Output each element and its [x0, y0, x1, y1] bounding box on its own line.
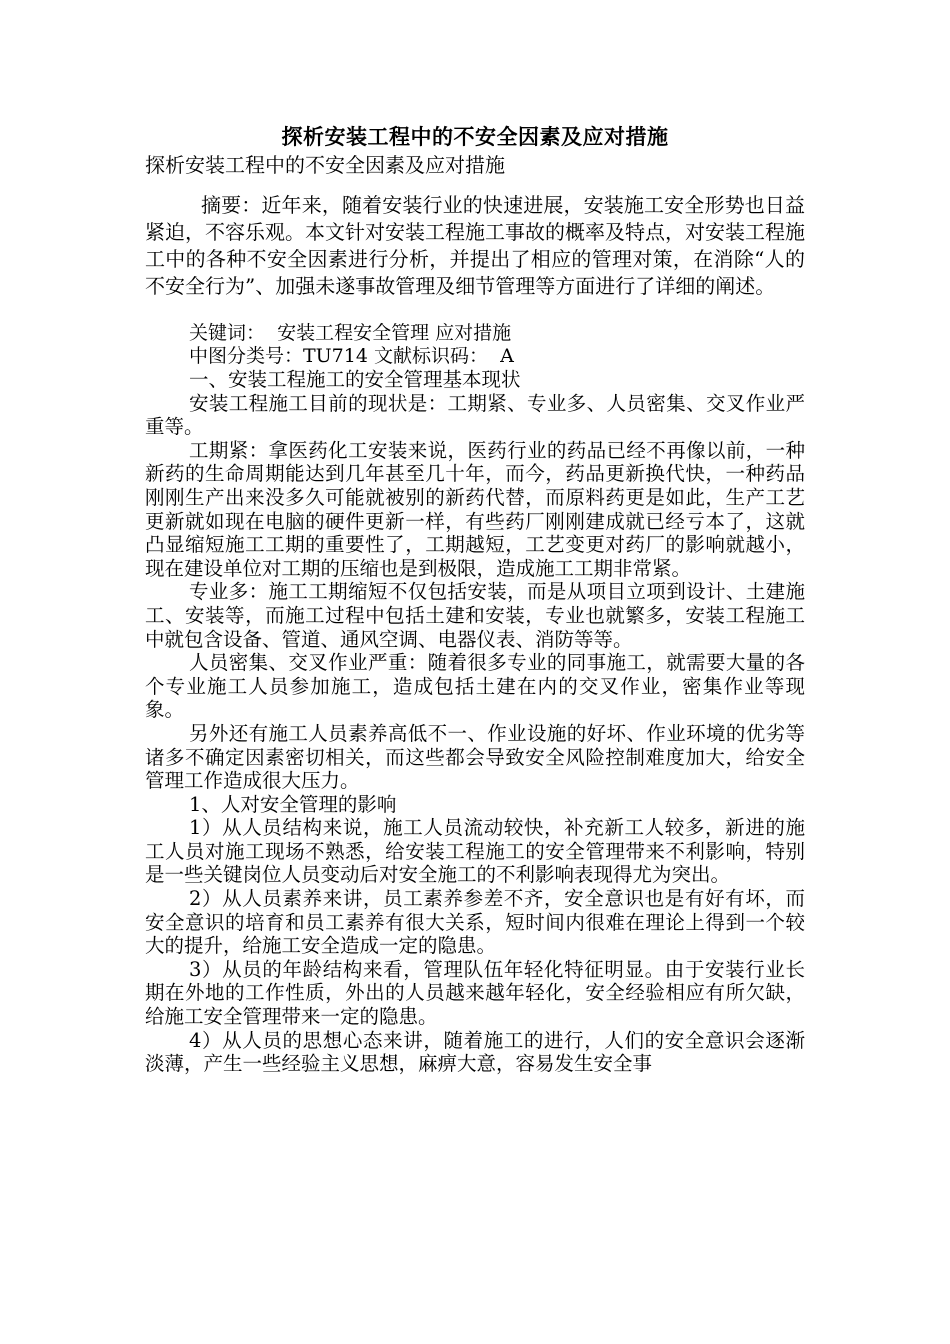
- metadata-block: [145, 322, 805, 368]
- body-paragraph: 1）从人员结构来说，施工人员流动较快，补充新工人较多，新进的施工人员对施工现场不熟悉，给安装工程施工的安全管理带来不利影响，特别是一些关键岗位人员变动后对安全施工的不利影响表现得尤为突出。: [145, 816, 805, 887]
- abstract-paragraph: 摘要：近年来，随着安装行业的快速进展，安装施工安全形势也日益紧迫，不容乐观。本文针对安装工程施工事故的概率及特点，对安装工程施工中的各种不安全因素进行分析，并提出了相应的管理对策，在消除“人的不安全行为”、加强未遂事故管理及细节管理等方面进行了详细的阐述。: [145, 193, 805, 298]
- body-paragraph: 人员密集、交叉作业严重：随着很多专业的同事施工，就需要大量的各个专业施工人员参加施工，造成包括土建在内的交叉作业，密集作业等现象。: [145, 651, 805, 722]
- body-paragraph: 2）从人员素养来讲，员工素养参差不齐，安全意识也是有好有坏，而安全意识的培育和员工素养有很大关系，短时间内很难在理论上得到一个较大的提升，给施工安全造成一定的隐患。: [145, 887, 805, 958]
- subsection-heading: 1、人对安全管理的影响: [189, 792, 397, 816]
- body-paragraph: 4）从人员的思想心态来讲，随着施工的进行，人们的安全意识会逐渐淡薄，产生一些经验主义思想，麻痹大意，容易发生安全事: [145, 1028, 805, 1076]
- body-paragraph: 工期紧：拿医药化工安装来说，医药行业的药品已经不再像以前，一种新药的生命周期能达到几年甚至几十年，而今，药品更新换代快，一种药品刚刚生产出来没多久可能就被别的新药代替，而原料药更是如此，生产工艺更新就如现在电脑的硬件更新一样，有些药厂刚刚建成就已经亏本了，这就凸显缩短施工工期的重要性了，工期越短，工艺变更对药厂的影响就越小，现在建设单位对工期的压缩也是到极限，造成施工工期非常紧。: [145, 438, 805, 580]
- document-title: 探析安装工程中的不安全因素及应对措施: [281, 125, 669, 149]
- body-paragraph: 3）从员的年龄结构来看，管理队伍年轻化特征明显。由于安装行业长期在外地的工作性质，外出的人员越来越年轻化，安全经验相应有所欠缺，给施工安全管理带来一定的隐患。: [145, 957, 805, 1029]
- keywords-line: 关键词： 安装工程安全管理 应对措施: [189, 322, 512, 344]
- body-paragraph: 专业多：施工工期缩短不仅包括安装，而是从项目立项到设计、土建施工、安装等，而施工过程中包括土建和安装，专业也就繁多，安装工程施工中就包含设备、管道、通风空调、电器仪表、消防等等。: [145, 580, 805, 651]
- document-subtitle: 探析安装工程中的不安全因素及应对措施: [145, 153, 505, 177]
- body-paragraph: 另外还有施工人员素养高低不一、作业设施的好坏、作业环境的优劣等诸多不确定因素密切相关，而这些都会导致安全风险控制难度加大，给安全管理工作造成很大压力。: [145, 721, 805, 793]
- classification-line: 中图分类号：TU714 文献标识码： A: [189, 345, 514, 367]
- body-paragraph: 安装工程施工目前的现状是：工期紧、专业多、人员密集、交叉作业严重等。: [145, 391, 805, 439]
- document-page: [145, 122, 805, 1076]
- section-heading: 一、安装工程施工的安全管理基本现状: [189, 368, 521, 391]
